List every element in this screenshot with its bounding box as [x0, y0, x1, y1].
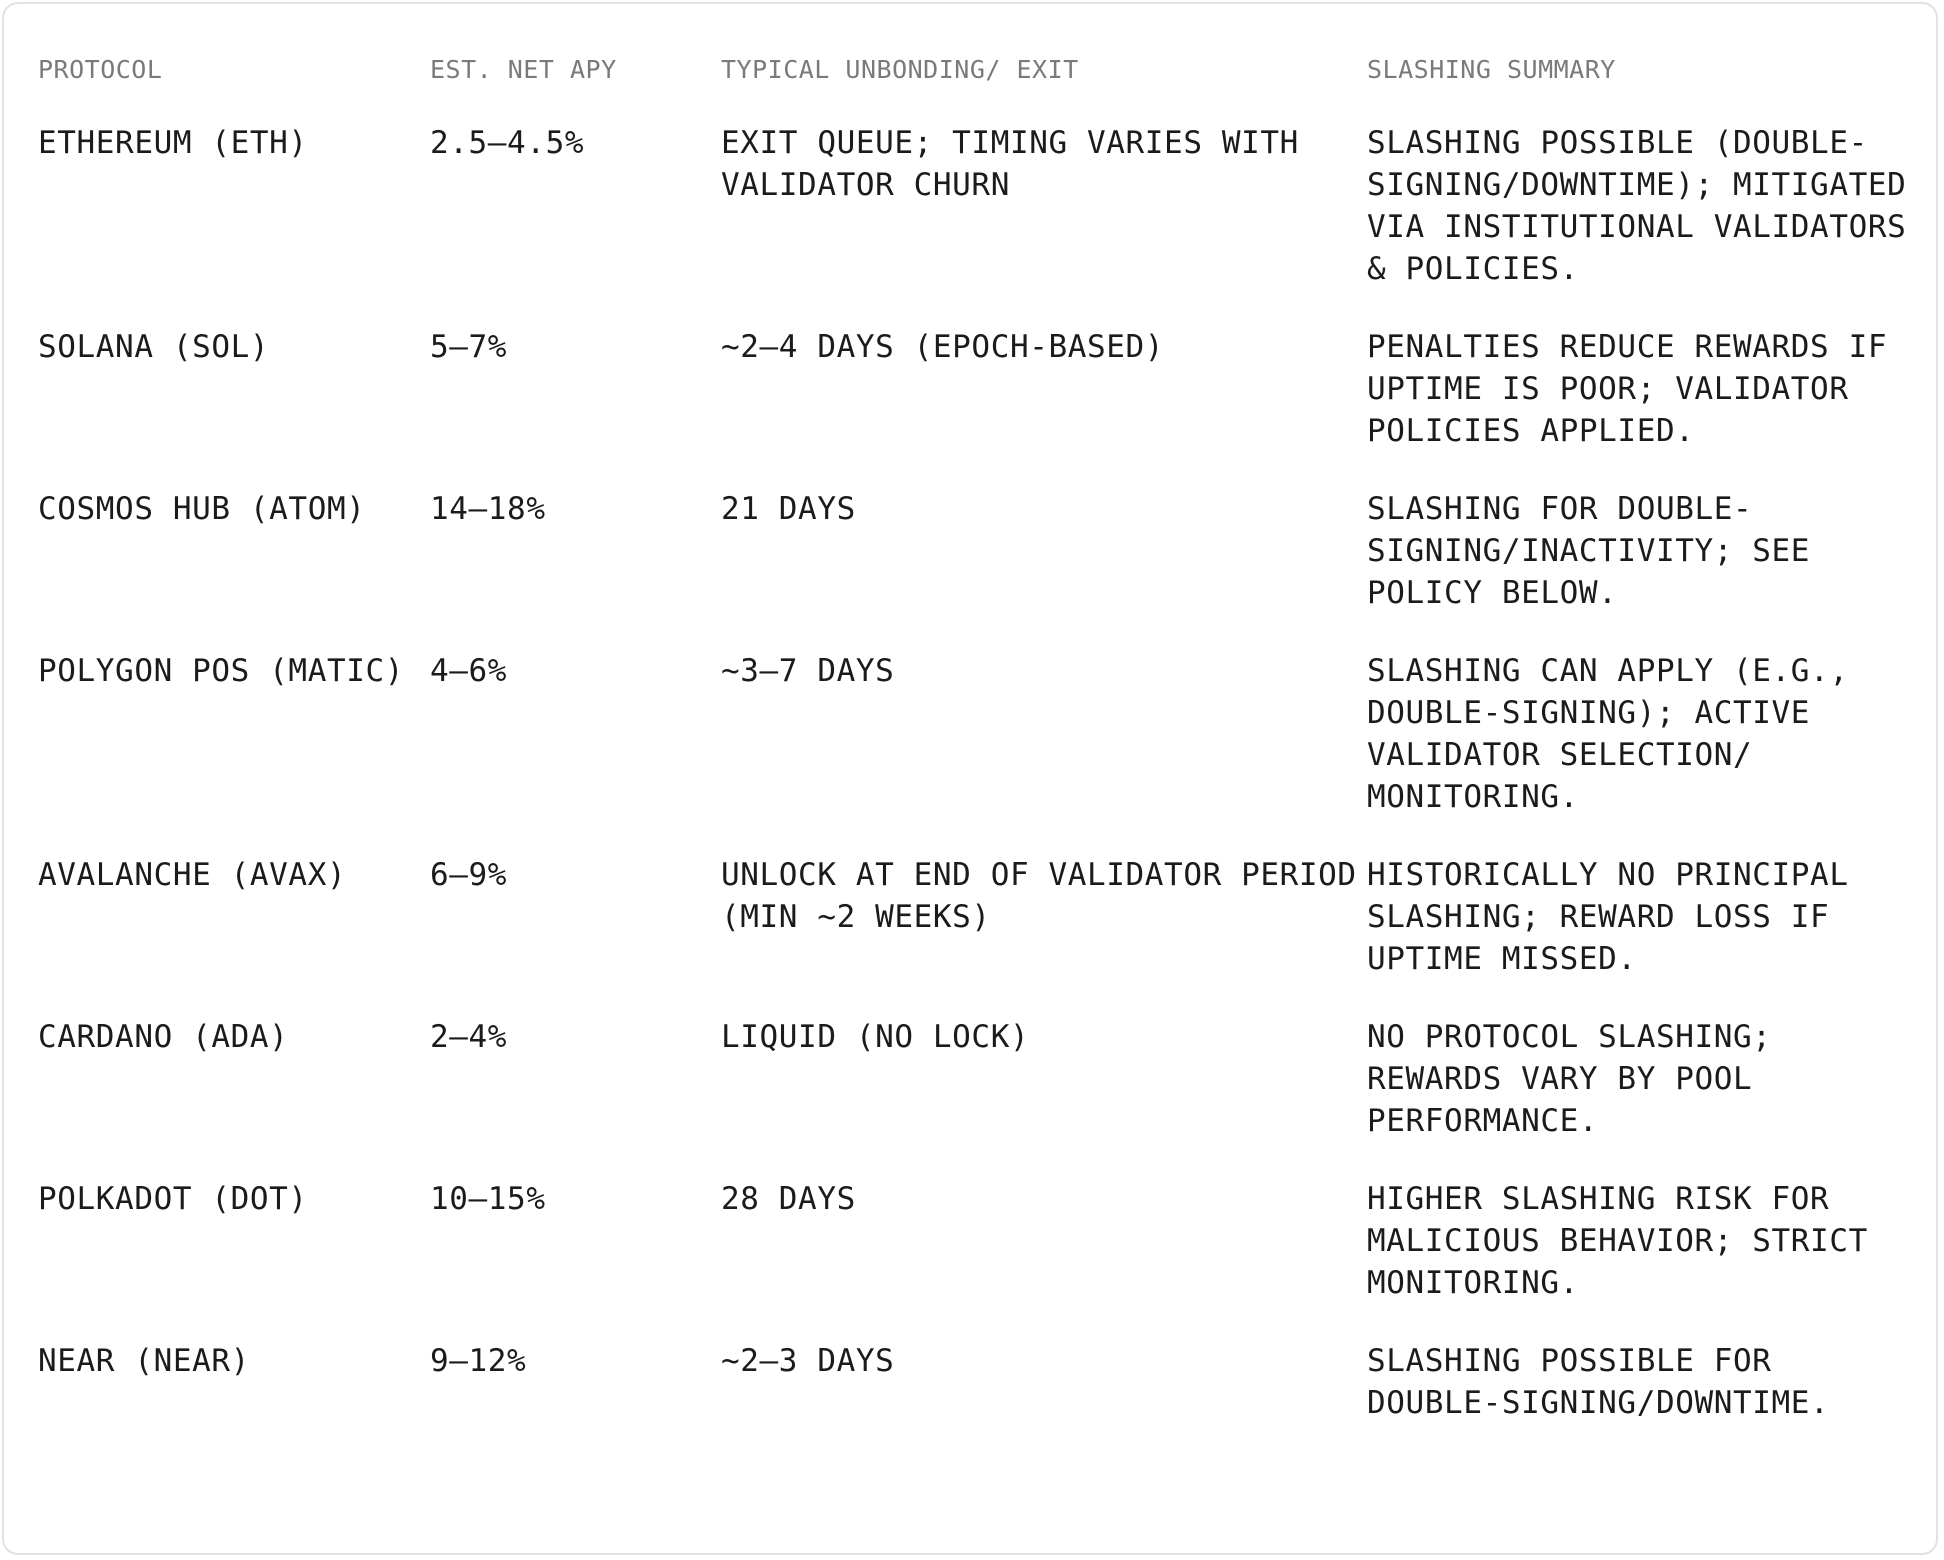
cell-slashing: SLASHING POSSIBLE (DOUBLE-SIGNING/DOWNTIME); MITIGATED VIA INSTITUTIONAL VALIDATORS & POLICIES. — [1367, 125, 1907, 287]
table-row — [38, 488, 1918, 650]
table-row — [38, 1340, 1918, 1424]
cell-protocol: SOLANA (SOL) — [38, 329, 270, 365]
staking-comparison-card — [2, 2, 1938, 1555]
cell-slashing: PENALTIES REDUCE REWARDS IF UPTIME IS POOR; VALIDATOR POLICIES APPLIED. — [1367, 329, 1888, 449]
cell-unbonding: 28 DAYS — [721, 1181, 856, 1217]
cell-apy: 2–4% — [430, 1019, 508, 1055]
cell-apy: 14–18% — [430, 491, 546, 527]
table-row — [38, 122, 1918, 326]
cell-apy: 5–7% — [430, 329, 508, 365]
cell-unbonding: 21 DAYS — [721, 491, 856, 527]
cell-apy: 6–9% — [430, 857, 508, 893]
table-row — [38, 1016, 1918, 1178]
cell-slashing: SLASHING POSSIBLE FOR DOUBLE-SIGNING/DOWNTIME. — [1367, 1343, 1830, 1421]
cell-slashing: SLASHING CAN APPLY (E.G., DOUBLE-SIGNING); ACTIVE VALIDATOR SELECTION/ MONITORING. — [1367, 653, 1849, 815]
cell-apy: 4–6% — [430, 653, 508, 689]
cell-apy: 10–15% — [430, 1181, 546, 1217]
cell-unbonding: LIQUID (NO LOCK) — [721, 1019, 1030, 1055]
cell-protocol: ETHEREUM (ETH) — [38, 125, 308, 161]
cell-apy: 2.5–4.5% — [430, 125, 585, 161]
column-header-slashing: SLASHING SUMMARY — [1367, 55, 1616, 84]
cell-protocol: POLYGON POS (MATIC) — [38, 653, 405, 689]
cell-unbonding: UNLOCK AT END OF VALIDATOR PERIOD (MIN ~2 WEEKS) — [721, 857, 1357, 935]
cell-unbonding: ~3–7 DAYS — [721, 653, 895, 689]
cell-unbonding: ~2–4 DAYS (EPOCH-BASED) — [721, 329, 1165, 365]
cell-protocol: COSMOS HUB (ATOM) — [38, 491, 366, 527]
cell-slashing: SLASHING FOR DOUBLE-SIGNING/INACTIVITY; SEE POLICY BELOW. — [1367, 491, 1811, 611]
table-header-row — [38, 54, 1918, 122]
cell-protocol: POLKADOT (DOT) — [38, 1181, 308, 1217]
table-row — [38, 1178, 1918, 1340]
cell-apy: 9–12% — [430, 1343, 527, 1379]
cell-slashing: HISTORICALLY NO PRINCIPAL SLASHING; REWARD LOSS IF UPTIME MISSED. — [1367, 857, 1849, 977]
cell-protocol: NEAR (NEAR) — [38, 1343, 250, 1379]
cell-protocol: AVALANCHE (AVAX) — [38, 857, 347, 893]
column-header-unbonding: TYPICAL UNBONDING/ EXIT — [721, 55, 1079, 84]
table-row — [38, 326, 1918, 488]
cell-slashing: HIGHER SLASHING RISK FOR MALICIOUS BEHAVIOR; STRICT MONITORING. — [1367, 1181, 1868, 1301]
column-header-apy: EST. NET APY — [430, 55, 617, 84]
cell-slashing: NO PROTOCOL SLASHING; REWARDS VARY BY POOL PERFORMANCE. — [1367, 1019, 1772, 1139]
cell-unbonding: ~2–3 DAYS — [721, 1343, 895, 1379]
cell-protocol: CARDANO (ADA) — [38, 1019, 289, 1055]
table-row — [38, 650, 1918, 854]
cell-unbonding: EXIT QUEUE; TIMING VARIES WITH VALIDATOR CHURN — [721, 125, 1299, 203]
staking-comparison-table — [38, 54, 1918, 1424]
table-row — [38, 854, 1918, 1016]
column-header-protocol: PROTOCOL — [38, 55, 163, 84]
